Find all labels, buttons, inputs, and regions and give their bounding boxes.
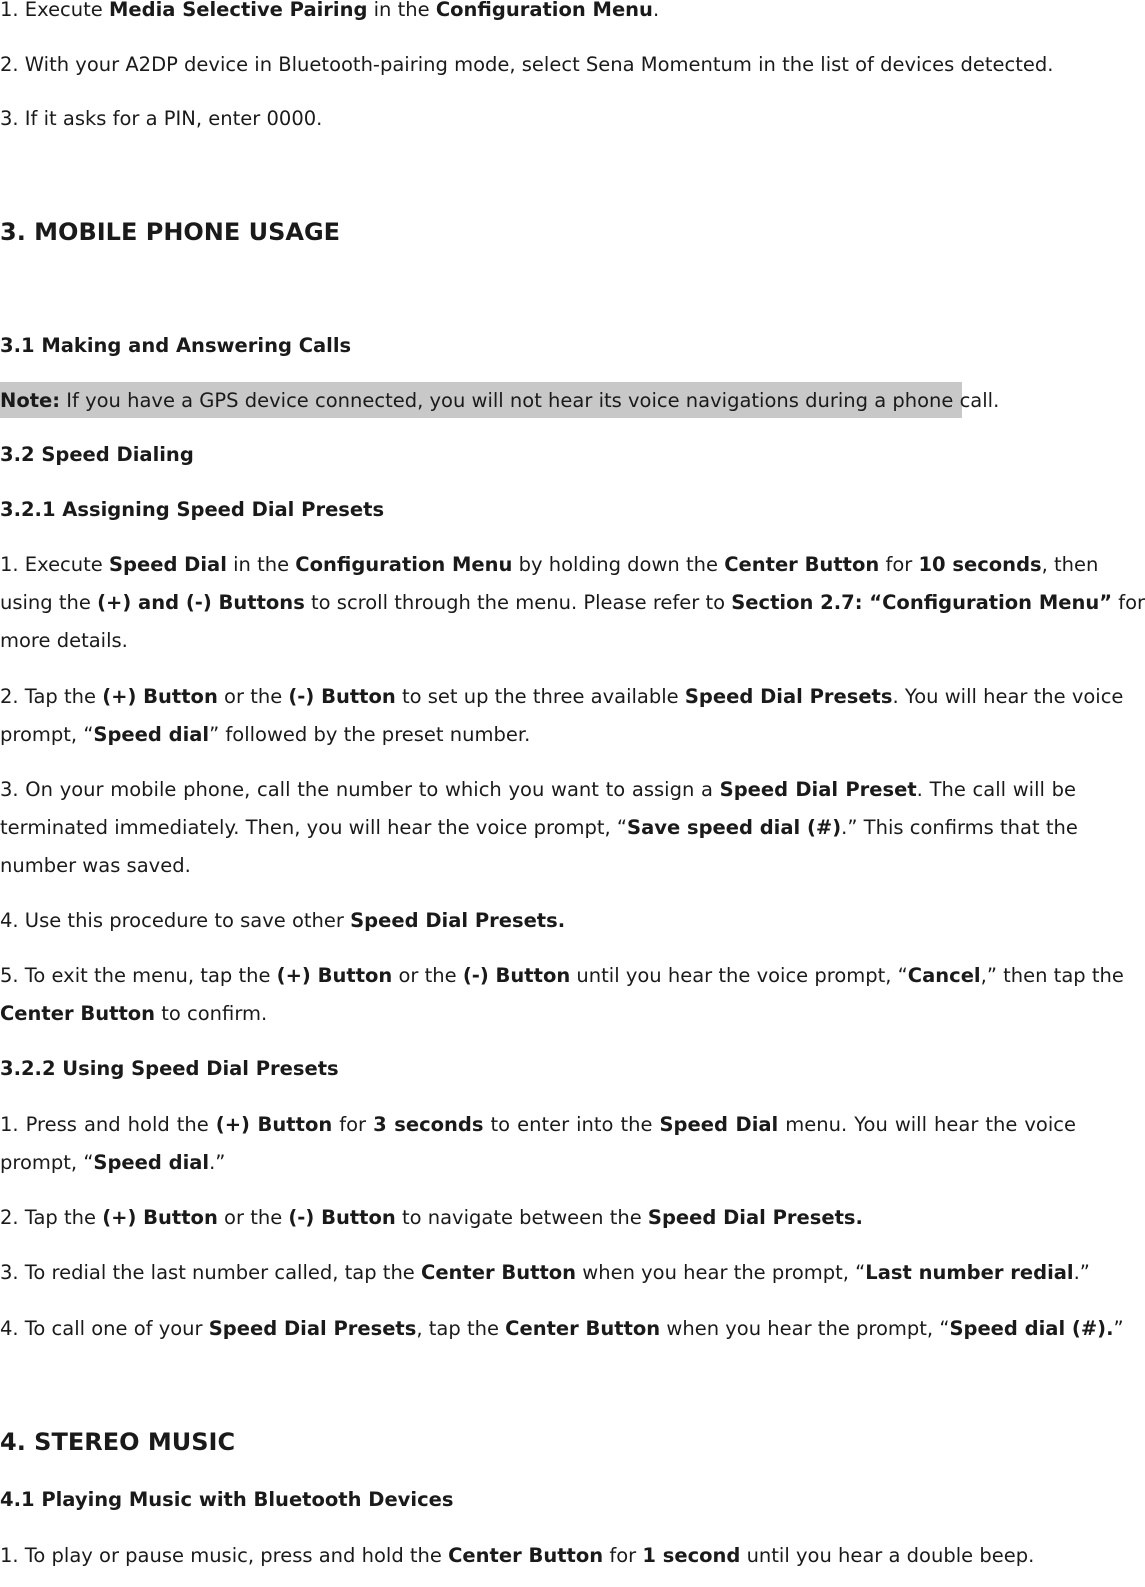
section-3-2-2-heading: 3.2.2 Using Speed Dial Presets xyxy=(0,1057,339,1080)
s321-step-5-line-2: Center Button to confirm. xyxy=(0,1002,268,1025)
s321-step-1-line-2: using the (+) and (-) Buttons to scroll through the menu. Please refer to Section 2.7: “Configuration Menu” for xyxy=(0,591,1145,614)
s322-step-1-line-1: 1. Press and hold the (+) Button for 3 seconds to enter into the Speed Dial menu. You will hear the voice xyxy=(0,1113,1076,1136)
section-4-heading: 4. STEREO MUSIC xyxy=(0,1428,236,1456)
s322-step-1-line-2: prompt, “Speed dial.” xyxy=(0,1151,226,1174)
section-3-heading: 3. MOBILE PHONE USAGE xyxy=(0,218,341,246)
s321-step-3-line-2: terminated immediately. Then, you will hear the voice prompt, “Save speed dial (#).” This confirms that the xyxy=(0,816,1078,839)
s321-step-2-line-1: 2. Tap the (+) Button or the (-) Button to set up the three available Speed Dial Presets. You will hear the voice xyxy=(0,685,1124,708)
s321-step-2-line-2: prompt, “Speed dial” followed by the preset number. xyxy=(0,723,531,746)
s321-step-1-line-3: more details. xyxy=(0,629,128,652)
pairing-step-2: 2. With your A2DP device in Bluetooth-pairing mode, select Sena Momentum in the list of devices detected. xyxy=(0,53,1054,76)
s321-step-4: 4. Use this procedure to save other Speed Dial Presets. xyxy=(0,909,566,932)
s321-step-1-line-1: 1. Execute Speed Dial in the Configuration Menu by holding down the Center Button for 10 seconds, then xyxy=(0,553,1099,576)
s322-step-4: 4. To call one of your Speed Dial Presets, tap the Center Button when you hear the prompt, “Speed dial (#).” xyxy=(0,1317,1124,1340)
s321-step-3-line-1: 3. On your mobile phone, call the number to which you want to assign a Speed Dial Preset. The call will be xyxy=(0,778,1077,801)
s322-step-3: 3. To redial the last number called, tap the Center Button when you hear the prompt, “Last number redial.” xyxy=(0,1261,1090,1284)
section-4-1-heading: 4.1 Playing Music with Bluetooth Devices xyxy=(0,1488,454,1511)
s321-step-5-line-1: 5. To exit the menu, tap the (+) Button or the (-) Button until you hear the voice prompt, “Cancel,” then tap the xyxy=(0,964,1124,987)
section-3-2-1-heading: 3.2.1 Assigning Speed Dial Presets xyxy=(0,498,385,521)
pairing-step-3: 3. If it asks for a PIN, enter 0000. xyxy=(0,107,323,130)
s41-step-1: 1. To play or pause music, press and hold the Center Button for 1 second until you hear a double beep. xyxy=(0,1544,1035,1567)
section-3-1-heading: 3.1 Making and Answering Calls xyxy=(0,334,352,357)
s322-step-2: 2. Tap the (+) Button or the (-) Button to navigate between the Speed Dial Presets. xyxy=(0,1206,863,1229)
note-text: Note: If you have a GPS device connected, you will not hear its voice navigations during a phone call. xyxy=(0,389,1000,412)
section-3-2-heading: 3.2 Speed Dialing xyxy=(0,443,194,466)
s321-step-3-line-3: number was saved. xyxy=(0,854,191,877)
pairing-step-1: 1. Execute Media Selective Pairing in the Configuration Menu. xyxy=(0,0,660,21)
